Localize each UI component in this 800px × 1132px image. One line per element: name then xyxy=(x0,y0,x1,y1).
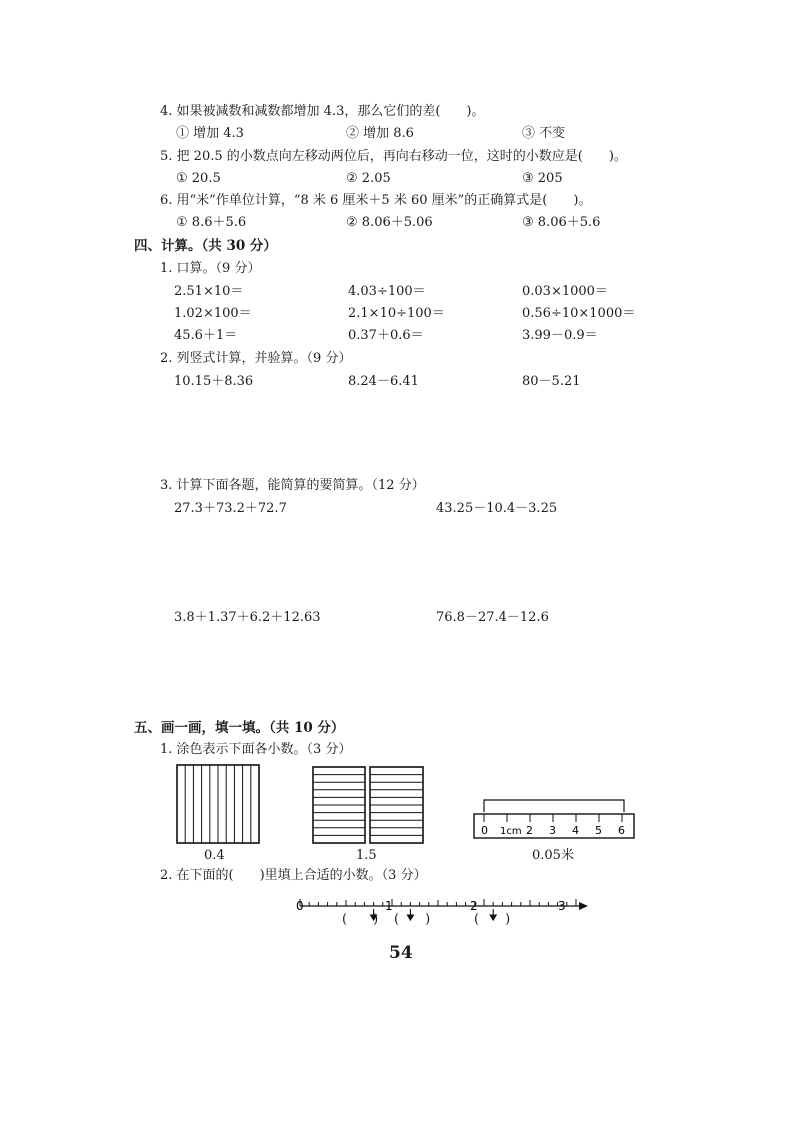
oral-calc-r1-c3: 0.03×1000＝ xyxy=(522,284,608,299)
ruler-mark-2: 2 xyxy=(526,824,533,837)
vertical-calc-3: 80－5.21 xyxy=(522,374,581,389)
ruler-label: 0.05米 xyxy=(532,848,574,863)
ruler[interactable] xyxy=(472,798,638,842)
simplify-calc-3: 3.8＋1.37＋6.2＋12.63 xyxy=(174,610,321,625)
tenths-grid[interactable] xyxy=(176,764,260,844)
q4-option-2: ② 增加 8.6 xyxy=(346,126,414,141)
tenths-grid-label: 0.4 xyxy=(204,848,225,863)
q5-option-2: ② 2.05 xyxy=(346,171,391,186)
q6-option-2: ② 8.06＋5.06 xyxy=(346,215,433,230)
ruler-mark-4: 4 xyxy=(572,824,579,837)
vertical-calc-1: 10.15＋8.36 xyxy=(174,374,254,389)
q5-option-3: ③ 205 xyxy=(522,171,563,186)
ruler-mark-3: 3 xyxy=(549,824,556,837)
ruler-mark-5: 5 xyxy=(595,824,602,837)
oral-calc-r2-c1: 1.02×100＝ xyxy=(174,306,252,321)
oral-calc-r3-c1: 45.6＋1＝ xyxy=(174,328,238,343)
double-tenths-grid[interactable] xyxy=(312,766,424,844)
oral-calc-r1-c2: 4.03÷100＝ xyxy=(348,284,426,299)
oral-calc-r1-c1: 2.51×10＝ xyxy=(174,284,244,299)
ruler-mark-0: 0 xyxy=(481,824,488,837)
q4-stem: 4. 如果被减数和减数都增加 4.3，那么它们的差( )。 xyxy=(160,104,485,119)
part4-s3-title: 3. 计算下面各题，能简算的要简算。（12 分） xyxy=(160,478,425,493)
simplify-calc-4: 76.8－27.4－12.6 xyxy=(436,610,549,625)
part5-s2-title: 2. 在下面的( )里填上合适的小数。（3 分） xyxy=(160,868,427,883)
page-number: 54 xyxy=(389,943,413,963)
part5-title: 五、画一画，填一填。（共 10 分） xyxy=(134,720,345,736)
blank-2[interactable]: ( ) xyxy=(394,912,431,927)
part4-s2-title: 2. 列竖式计算，并验算。（9 分） xyxy=(160,351,352,366)
simplify-calc-2: 43.25－10.4－3.25 xyxy=(436,501,558,516)
part4-s1-title: 1. 口算。（9 分） xyxy=(160,261,261,276)
vertical-calc-2: 8.24－6.41 xyxy=(348,374,419,389)
q6-stem: 6. 用“米”作单位计算，“8 米 6 厘米＋5 米 60 厘米”的正确算式是( )。 xyxy=(160,193,592,208)
oral-calc-r2-c2: 2.1×10÷100＝ xyxy=(348,306,445,321)
q6-option-3: ③ 8.06＋5.6 xyxy=(522,215,601,230)
q5-stem: 5. 把 20.5 的小数点向左移动两位后，再向右移动一位，这时的小数应是( )。 xyxy=(160,149,627,164)
ruler-mark-6: 6 xyxy=(618,824,625,837)
axis-label-1: 1 xyxy=(385,899,393,913)
axis-label-0: 0 xyxy=(296,899,304,913)
blank-3[interactable]: ( ) xyxy=(474,912,511,927)
oral-calc-r3-c2: 0.37＋0.6＝ xyxy=(348,328,424,343)
part4-title: 四、计算。（共 30 分） xyxy=(134,238,277,254)
q6-option-1: ① 8.6＋5.6 xyxy=(176,215,247,230)
oral-calc-r2-c3: 0.56÷10×1000＝ xyxy=(522,306,636,321)
q4-option-1: ① 增加 4.3 xyxy=(176,126,244,141)
simplify-calc-1: 27.3＋73.2＋72.7 xyxy=(174,501,287,516)
part5-s1-title: 1. 涂色表示下面各小数。（3 分） xyxy=(160,742,352,757)
oral-calc-r3-c3: 3.99－0.9＝ xyxy=(522,328,598,343)
number-line[interactable] xyxy=(286,888,590,932)
q4-option-3: ③ 不变 xyxy=(522,126,566,141)
axis-label-2: 2 xyxy=(470,899,478,913)
q5-option-1: ① 20.5 xyxy=(176,171,221,186)
double-grid-label: 1.5 xyxy=(356,848,377,863)
axis-label-3: 3 xyxy=(558,899,566,913)
blank-1[interactable]: ( ) xyxy=(342,912,379,927)
ruler-mark-1cm: 1cm xyxy=(500,826,522,837)
